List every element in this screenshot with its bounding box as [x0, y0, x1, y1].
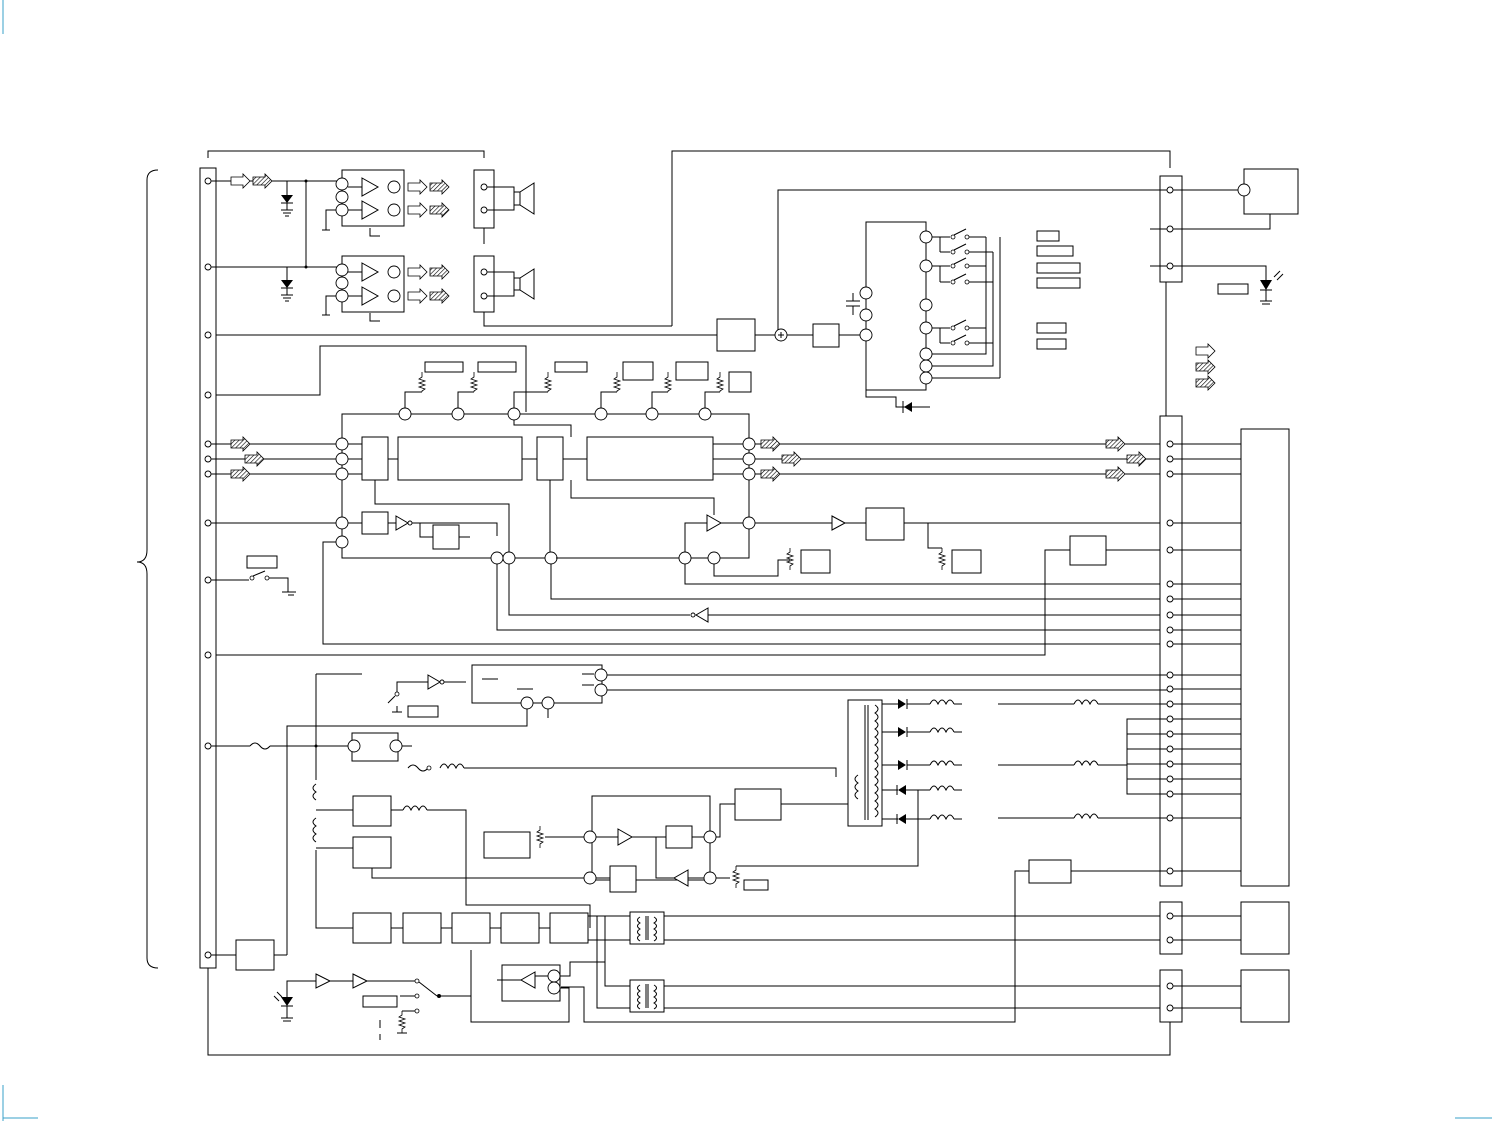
led-icon [274, 985, 293, 1021]
coil-icon [930, 761, 954, 765]
resistor-icon [458, 372, 477, 408]
led-icon [1260, 271, 1283, 304]
right-top-connector [1150, 169, 1298, 416]
transformer-icon [630, 980, 664, 1012]
amplifier-icon [316, 974, 330, 988]
amplifier-icon [832, 516, 845, 530]
diode-icon [903, 401, 912, 413]
coil-icon [440, 764, 464, 768]
amplifier-icon [428, 675, 440, 689]
coil-icon [403, 806, 427, 810]
resistor-icon [537, 826, 543, 848]
diode-icon [882, 814, 906, 824]
ground-icon [286, 592, 296, 595]
coil-icon [1074, 761, 1098, 765]
resistor-icon [405, 372, 425, 408]
left-brace [137, 170, 158, 968]
fuse-icon [250, 743, 270, 749]
resistor-icon [652, 372, 671, 408]
hatched-arrow [253, 174, 272, 188]
hatched-arrow [1196, 360, 1215, 374]
coil-icon [930, 728, 954, 732]
coil-icon [313, 818, 316, 842]
resistor-icon [733, 866, 739, 888]
resistor-icon [939, 548, 945, 570]
zener-icon [281, 181, 293, 216]
coil-icon [1074, 814, 1098, 818]
capacitor-icon [846, 293, 860, 315]
switch-icon [932, 258, 993, 284]
bottom-chain [211, 902, 1289, 1040]
resistor-icon [399, 1011, 405, 1033]
double-hatched-arrow [1196, 376, 1215, 390]
switch-icon [932, 320, 993, 345]
switch-icon [211, 571, 294, 592]
resistor-icon [601, 372, 620, 408]
video-section [211, 346, 1167, 655]
top-bracket-left [208, 151, 484, 158]
coil-icon [930, 700, 954, 704]
resistor-icon [514, 372, 551, 408]
coil-icon [930, 815, 954, 819]
diode-icon [882, 727, 907, 737]
resistor-icon [787, 548, 793, 570]
right-main-connector [1160, 416, 1289, 886]
transformer-icon [630, 912, 664, 944]
amplifier-icon [696, 608, 708, 622]
outline-arrow [231, 174, 250, 188]
diode-icon [882, 785, 906, 795]
coil-icon [313, 784, 316, 800]
switch-icon [932, 229, 993, 254]
legend [1196, 344, 1215, 390]
switch-icon [388, 692, 402, 712]
audio-amp-section [211, 170, 672, 326]
outline-arrow [1196, 344, 1215, 358]
coil-icon [930, 786, 954, 790]
amplifier-icon [353, 974, 367, 988]
zener-icon [281, 267, 293, 301]
coil-icon [1074, 700, 1098, 704]
power-section [211, 665, 1167, 1022]
diode-icon [882, 699, 907, 709]
switch-icon [415, 979, 441, 1013]
diode-icon [882, 760, 907, 770]
main-connector [200, 168, 216, 968]
